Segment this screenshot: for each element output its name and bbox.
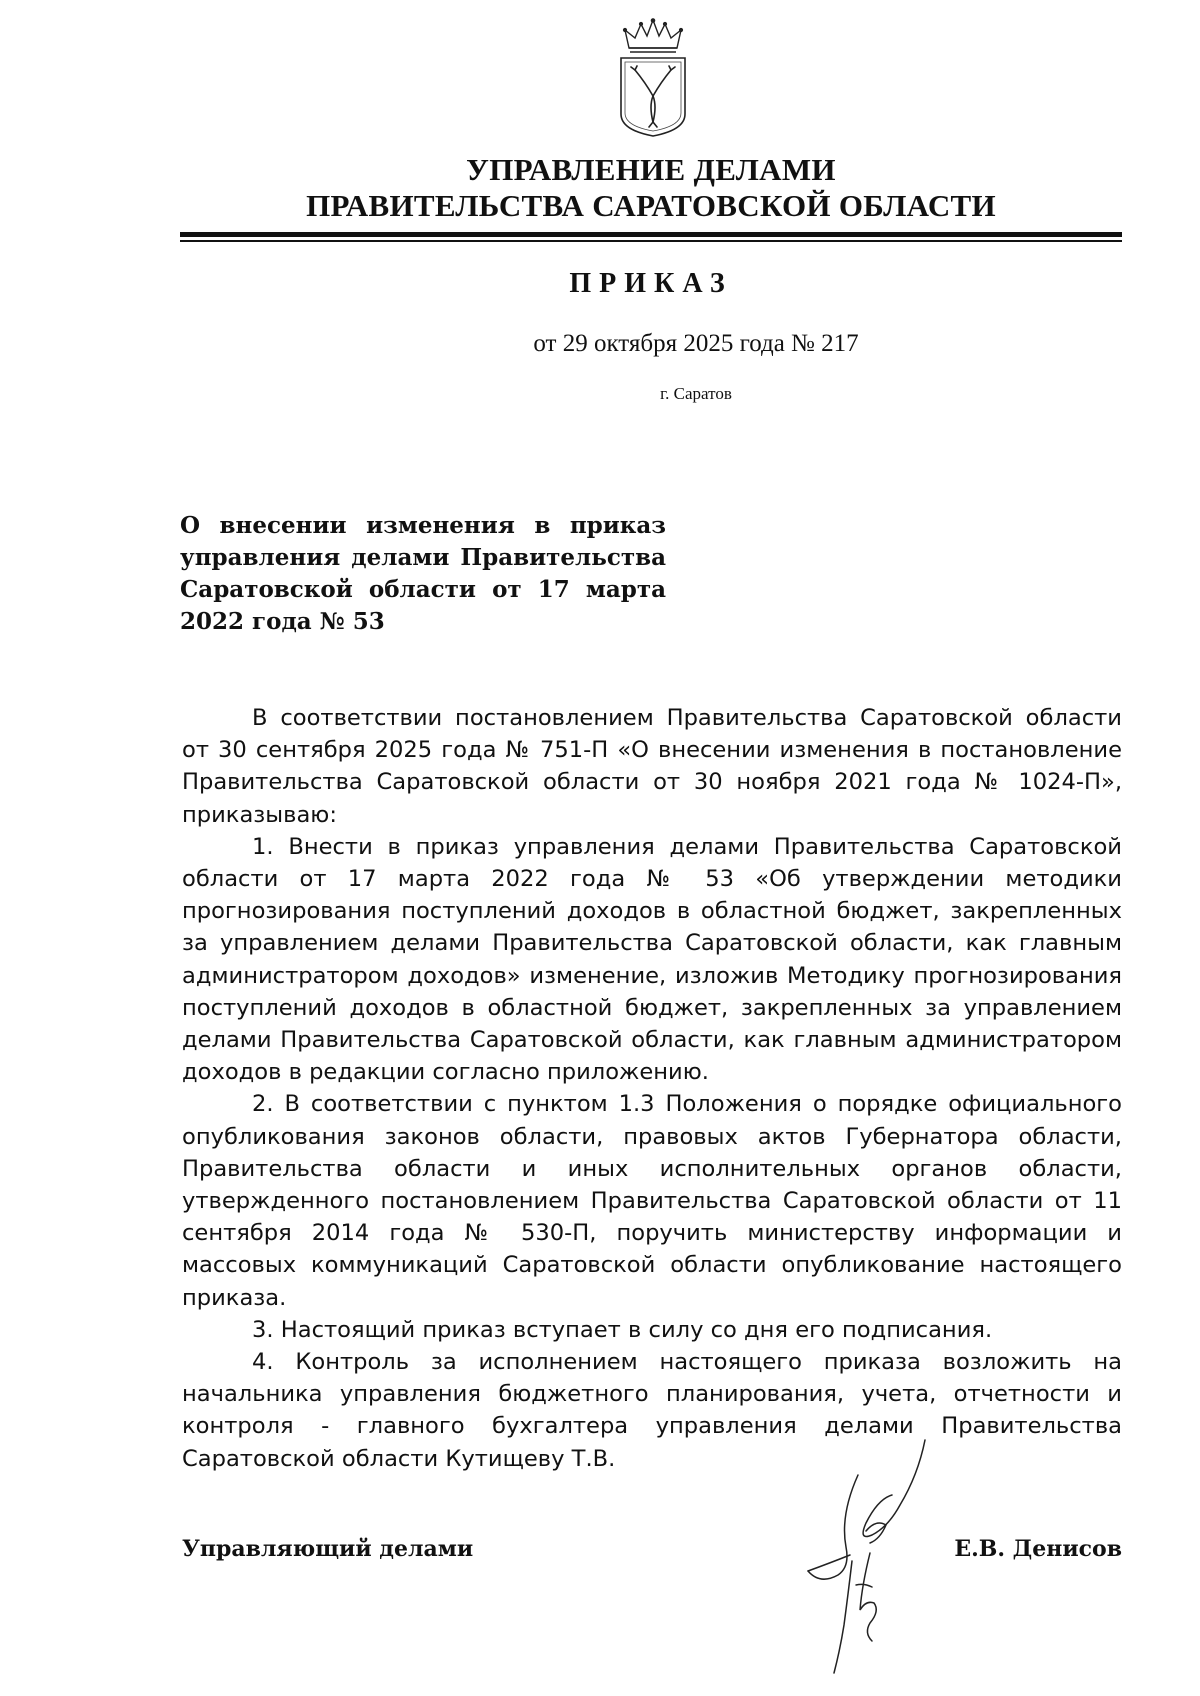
body-paragraph-item-2: 2. В соответствии с пунктом 1.3 Положения о порядке официального опубликования законов области, правовых актов Губернатора области, Правительства области и иных исполнительных органов области, утвержденного постановлением Правительства Саратовской области от 11 сентября 2014 года № 530-П, поручить министерству информации и массовых коммуникаций Саратовской области опубликование настоящего приказа. xyxy=(182,1091,1122,1311)
signatory-name: Е.В. Денисов xyxy=(954,1536,1122,1562)
handwritten-signature-icon xyxy=(800,1435,940,1675)
organization-title-line1: УПРАВЛЕНИЕ ДЕЛАМИ xyxy=(466,152,836,187)
body-paragraph-item-1: 1. Внести в приказ управления делами Правительства Саратовской области от 17 марта 2022 года № 53 «Об утверждении методики прогнозирования поступлений доходов в областной бюджет, закрепленных за управлением делами Правительства Саратовской области, как главным администратором доходов» изменение, изложив Методику прогнозирования поступлений доходов в областной бюджет, закрепленных за управлением делами Правительства Саратовской области, как главным администратором доходов в редакции согласно приложению. xyxy=(182,833,1122,1086)
body-paragraph-preamble: В соответствии постановлением Правительства Саратовской области от 30 сентября 2025 года № 751-П «О внесении изменения в постановление Правительства Саратовской области от 30 ноября 2021 года № 1024-П», приказываю: xyxy=(182,705,1122,828)
header-divider-thin xyxy=(180,240,1122,242)
body-paragraph-item-4: 4. Контроль за исполнением настоящего приказа возложить на начальника управления бюджетного планирования, учета, отчетности и контроля - главного бухгалтера управления делами Правительства Саратовской области Кутищеву Т.В. xyxy=(182,1349,1122,1472)
coat-of-arms-icon xyxy=(615,18,691,138)
header-divider-thick xyxy=(180,232,1122,237)
document-subject: О внесении изменения в приказ управления делами Правительства Саратовской области от 17 марта 2022 года № 53 xyxy=(180,512,666,635)
document-body xyxy=(182,702,1122,1475)
signatory-role: Управляющий делами xyxy=(182,1536,474,1562)
organization-title-line2: ПРАВИТЕЛЬСТВА САРАТОВСКОЙ ОБЛАСТИ xyxy=(306,188,996,223)
document-date-number: от 29 октября 2025 года № 217 xyxy=(533,330,859,357)
document-city: г. Саратов xyxy=(660,384,732,403)
body-paragraph-item-3: 3. Настоящий приказ вступает в силу со дня его подписания. xyxy=(252,1316,993,1343)
organization-title xyxy=(180,152,1122,224)
document-type: ПРИКАЗ xyxy=(569,268,733,299)
